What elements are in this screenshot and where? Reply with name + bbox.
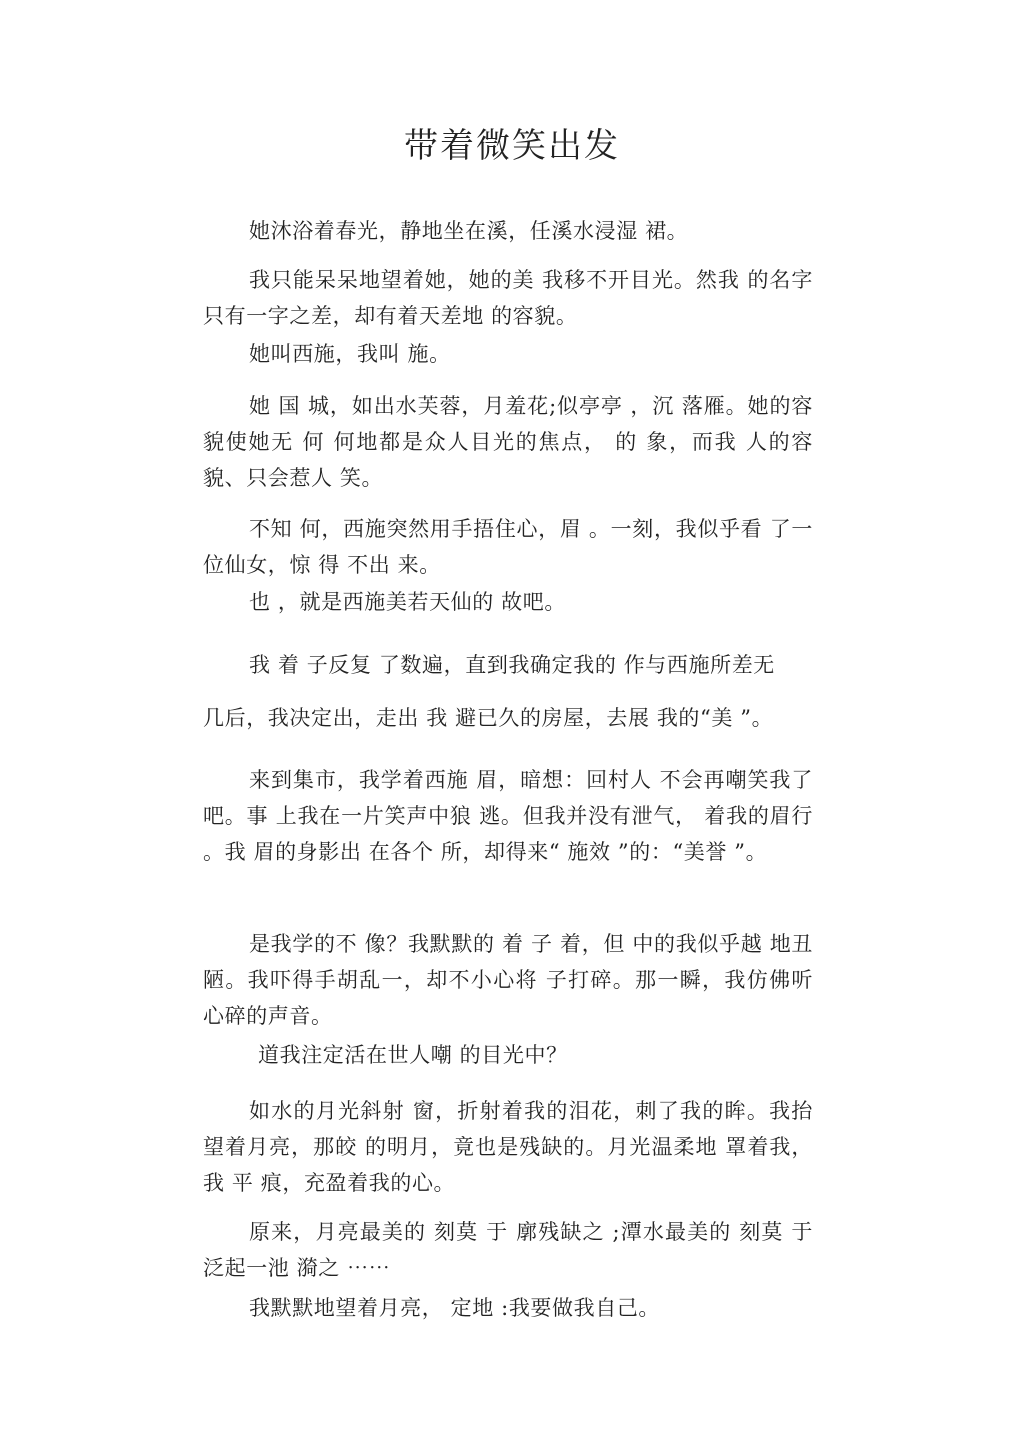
paragraph-3: 她叫西施，我叫 施。 (249, 342, 451, 366)
document-title: 带着微笑出发 (404, 126, 620, 166)
paragraph-5: 不知 何，西施突然用手捂住心，眉 。一刻，我似乎看 了一位仙女，惊 得 不出 来。 (203, 517, 813, 577)
paragraph-14: 我默默地望着月亮， 定地 :我要做我自己。 (249, 1296, 661, 1320)
paragraph-7: 我 着 子反复 了数遍，直到我确定我的 作与西施所差无 (249, 653, 775, 677)
paragraph-9: 来到集市，我学着西施 眉，暗想：回村人 不会再嘲笑我了吧。事 上我在一片笑声中狼 逃。但我并没有泄气， 着我的眉行 。我 眉的身影出 在各个 所，却得来“ 施效 ”的：“美誉 ”。 (203, 768, 813, 864)
paragraph-4: 她 国 城，如出水芙蓉，月羞花;似亭亭 ，沉 落雁。她的容貌使她无 何 何地都是众人目光的焦点， 的 象，而我 人的容貌、只会惹人 笑。 (203, 394, 813, 490)
paragraph-2: 我只能呆呆地望着她，她的美 我移不开目光。然我 的名字只有一字之差，却有着天差地 的容貌。 (203, 268, 813, 328)
paragraph-6: 也 ，就是西施美若天仙的 故吧。 (249, 590, 566, 614)
paragraph-1: 她沐浴着春光，静地坐在溪，任溪水浸湿 裙。 (249, 219, 689, 243)
paragraph-10: 是我学的不 像？我默默的 着 子 着，但 中的我似乎越 地丑陋。我吓得手胡乱一，却不小心将 子打碎。那一瞬，我仿佛听 心碎的声音。 (203, 932, 813, 1028)
paragraph-11: 道我注定活在世人嘲 的目光中？ (258, 1043, 568, 1067)
paragraph-13: 原来，月亮最美的 刻莫 于 廓残缺之 ;潭水最美的 刻莫 于泛起一池 漪之 ⋯⋯ (203, 1220, 813, 1280)
paragraph-8: 几后，我决定出，走出 我 避已久的房屋，去展 我的“美 ”。 (203, 706, 774, 730)
paragraph-12: 如水的月光斜射 窗，折射着我的泪花，刺了我的眸。我抬望着月亮，那皎 的明月，竟也是残缺的。月光温柔地 罩着我，我 平 痕，充盈着我的心。 (203, 1099, 813, 1195)
